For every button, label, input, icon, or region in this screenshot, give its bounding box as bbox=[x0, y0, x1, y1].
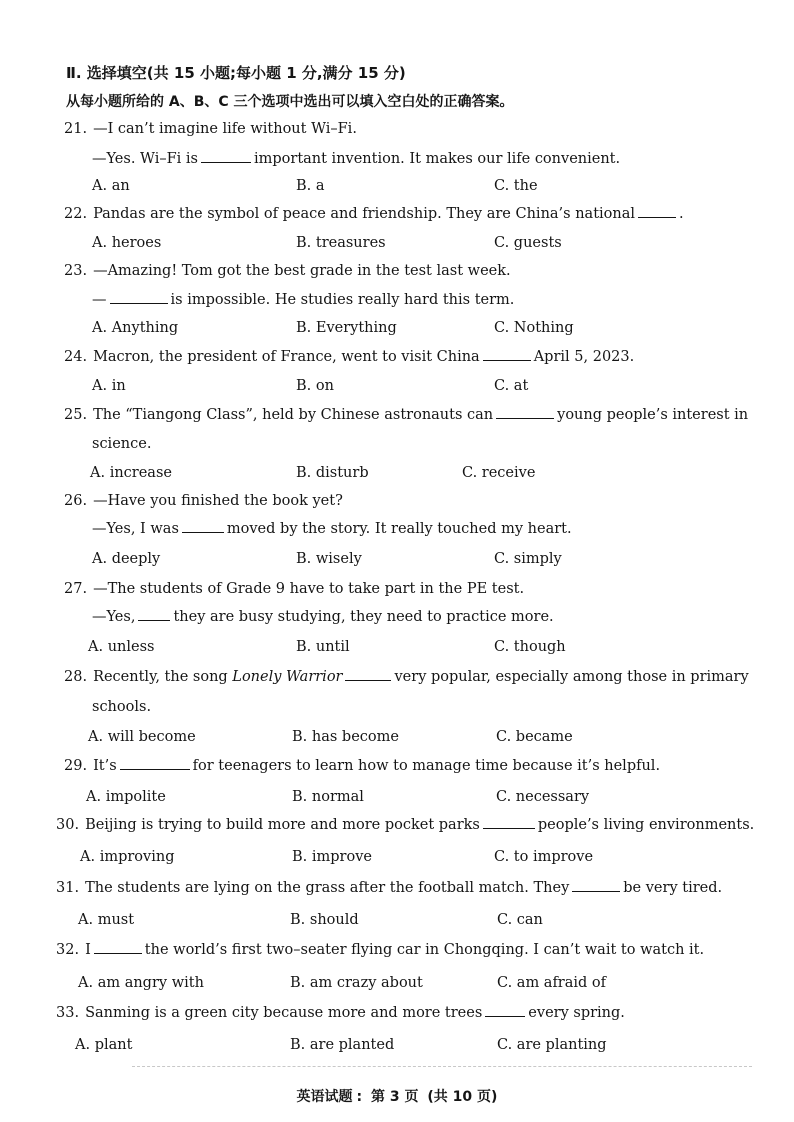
answer-option: B. disturb bbox=[296, 465, 369, 481]
question-text: —Yes. Wi–Fi is bbox=[92, 151, 198, 167]
answer-option: C. to improve bbox=[494, 849, 594, 865]
question-line bbox=[56, 1004, 625, 1022]
question-text: moved by the story. It really touched my heart. bbox=[226, 521, 572, 537]
answer-option: C. am afraid of bbox=[497, 975, 607, 991]
answer-blank bbox=[94, 941, 142, 954]
section-instruction: 从每小题所给的 A、B、C 三个选项中选出可以填入空白处的正确答案。 bbox=[66, 94, 514, 110]
answer-option: A. an bbox=[92, 178, 130, 194]
answer-option: C. necessary bbox=[496, 789, 590, 805]
answer-option: A. must bbox=[78, 912, 135, 928]
question-text: for teenagers to learn how to manage time because it’s helpful. bbox=[192, 758, 661, 774]
answer-option: C. though bbox=[494, 639, 566, 655]
answer-option: C. Nothing bbox=[494, 320, 574, 336]
question-text: —I can’t imagine life without Wi–Fi. bbox=[93, 121, 357, 137]
question-number: 25. bbox=[64, 407, 88, 423]
answer-option: C. at bbox=[494, 378, 529, 394]
question-line bbox=[64, 492, 343, 510]
question-text: very popular, especially among those in primary bbox=[394, 669, 749, 685]
answer-option: B. a bbox=[296, 178, 325, 194]
answer-option: A. increase bbox=[90, 465, 172, 481]
question-text: Macron, the president of France, went to visit China bbox=[93, 349, 480, 365]
question-text: every spring. bbox=[528, 1005, 625, 1021]
answer-blank bbox=[572, 879, 620, 892]
answer-blank bbox=[483, 816, 535, 829]
answer-option: B. improve bbox=[292, 849, 372, 865]
answer-blank bbox=[138, 608, 170, 621]
question-number: 30. bbox=[56, 817, 80, 833]
answer-option: C. can bbox=[497, 912, 543, 928]
section-title: Ⅱ. 选择填空(共 15 小题;每小题 1 分,满分 15 分) bbox=[66, 64, 406, 82]
question-number: 24. bbox=[64, 349, 88, 365]
answer-option: B. normal bbox=[292, 789, 364, 805]
divider bbox=[132, 1066, 752, 1067]
answer-blank bbox=[485, 1004, 525, 1017]
question-number: 32. bbox=[56, 942, 80, 958]
question-line bbox=[64, 668, 749, 686]
answer-blank bbox=[110, 291, 168, 304]
question-number: 23. bbox=[64, 263, 88, 279]
question-text: —The students of Grade 9 have to take part in the PE test. bbox=[93, 581, 525, 597]
answer-option: B. am crazy about bbox=[290, 975, 423, 991]
question-number: 27. bbox=[64, 581, 88, 597]
footer-label: 英语试题 bbox=[296, 1089, 353, 1105]
answer-option: C. are planting bbox=[497, 1037, 607, 1053]
question-text: Beijing is trying to build more and more pocket parks bbox=[85, 817, 480, 833]
answer-option: A. unless bbox=[88, 639, 155, 655]
question-text: Recently, the song bbox=[93, 669, 228, 685]
question-text: —Yes, bbox=[92, 609, 136, 625]
question-line bbox=[56, 879, 722, 897]
answer-option: B. wisely bbox=[296, 551, 362, 567]
answer-option: B. on bbox=[296, 378, 334, 394]
answer-option: A. plant bbox=[75, 1037, 133, 1053]
question-line bbox=[64, 205, 684, 223]
question-line bbox=[56, 816, 754, 834]
answer-blank bbox=[182, 520, 224, 533]
question-text: —Have you finished the book yet? bbox=[93, 493, 343, 509]
question-text: . bbox=[679, 206, 684, 222]
answer-option: A. am angry with bbox=[78, 975, 204, 991]
question-text: be very tired. bbox=[623, 880, 723, 896]
answer-option: B. Everything bbox=[296, 320, 397, 336]
answer-blank bbox=[496, 406, 554, 419]
answer-option: B. are planted bbox=[290, 1037, 395, 1053]
question-number: 26. bbox=[64, 493, 88, 509]
answer-option: B. should bbox=[290, 912, 359, 928]
question-line bbox=[64, 757, 660, 775]
answer-option: C. guests bbox=[494, 235, 562, 251]
question-text: Pandas are the symbol of peace and friendship. They are China’s national bbox=[93, 206, 636, 222]
question-line bbox=[64, 120, 357, 138]
question-line bbox=[64, 580, 524, 598]
question-line bbox=[92, 520, 572, 538]
answer-option: C. the bbox=[494, 178, 538, 194]
question-text: The “Tiangong Class”, held by Chinese astronauts can bbox=[93, 407, 494, 423]
question-number: 22. bbox=[64, 206, 88, 222]
question-line bbox=[92, 698, 151, 716]
answer-option: B. has become bbox=[292, 729, 399, 745]
question-number: 21. bbox=[64, 121, 88, 137]
question-text: people’s living environments. bbox=[537, 817, 755, 833]
question-text: —Amazing! Tom got the best grade in the test last week. bbox=[93, 263, 511, 279]
question-text: Sanming is a green city because more and more trees bbox=[85, 1005, 483, 1021]
question-text: I bbox=[85, 942, 91, 958]
answer-option: A. impolite bbox=[86, 789, 166, 805]
question-text: important invention. It makes our life convenient. bbox=[253, 151, 621, 167]
question-text: April 5, 2023. bbox=[533, 349, 635, 365]
question-text: It’s bbox=[93, 758, 117, 774]
answer-blank bbox=[120, 757, 190, 770]
answer-option: A. will become bbox=[88, 729, 196, 745]
footer-total: (共 10 页) bbox=[427, 1089, 498, 1105]
question-text: — bbox=[92, 292, 107, 308]
question-text: the world’s first two–seater flying car in Chongqing. I can’t wait to watch it. bbox=[144, 942, 705, 958]
question-number: 31. bbox=[56, 880, 80, 896]
footer-page: 第 3 页 bbox=[371, 1089, 419, 1105]
answer-option: C. receive bbox=[462, 465, 536, 481]
answer-option: A. improving bbox=[80, 849, 175, 865]
answer-blank bbox=[638, 205, 676, 218]
answer-blank bbox=[345, 668, 391, 681]
question-line bbox=[92, 608, 554, 626]
question-line bbox=[64, 406, 748, 424]
question-text: —Yes, I was bbox=[92, 521, 179, 537]
question-text: schools. bbox=[92, 699, 152, 715]
answer-option: A. Anything bbox=[92, 320, 179, 336]
answer-option: A. deeply bbox=[92, 551, 161, 567]
answer-option: C. simply bbox=[494, 551, 562, 567]
answer-blank bbox=[201, 150, 251, 163]
question-line bbox=[92, 291, 514, 309]
song-title: Lonely Warrior bbox=[227, 669, 343, 685]
question-number: 29. bbox=[64, 758, 88, 774]
question-text: they are busy studying, they need to practice more. bbox=[173, 609, 554, 625]
question-number: 33. bbox=[56, 1005, 80, 1021]
answer-option: C. became bbox=[496, 729, 573, 745]
question-text: The students are lying on the grass after the football match. They bbox=[85, 880, 570, 896]
answer-option: B. until bbox=[296, 639, 350, 655]
answer-option: B. treasures bbox=[296, 235, 386, 251]
question-text: is impossible. He studies really hard this term. bbox=[170, 292, 515, 308]
question-line bbox=[64, 348, 634, 366]
question-number: 28. bbox=[64, 669, 88, 685]
answer-option: A. in bbox=[92, 378, 126, 394]
question-text: science. bbox=[92, 436, 152, 452]
answer-option: A. heroes bbox=[92, 235, 162, 251]
question-text: young people’s interest in bbox=[557, 407, 749, 423]
answer-blank bbox=[483, 348, 531, 361]
question-line bbox=[56, 941, 704, 959]
question-line bbox=[64, 262, 511, 280]
question-line bbox=[92, 435, 151, 453]
question-line bbox=[92, 150, 620, 168]
page-footer: 英语试题 : 第 3 页 (共 10 页) bbox=[296, 1089, 498, 1105]
